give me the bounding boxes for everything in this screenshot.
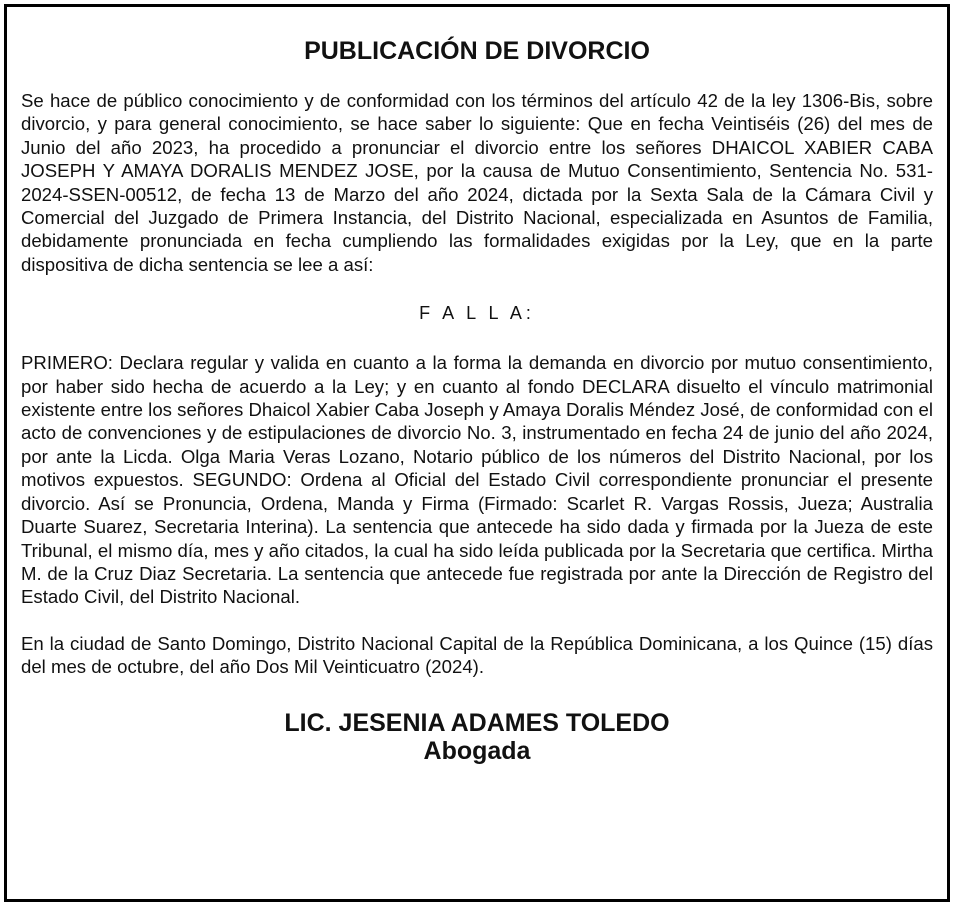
document-border — [4, 4, 950, 902]
signer-name: LIC. JESENIA ADAMES TOLEDO — [284, 708, 670, 737]
document-title: PUBLICACIÓN DE DIVORCIO — [304, 37, 650, 65]
signer-role: Abogada — [423, 736, 531, 765]
falla-heading: F A L L A: — [419, 303, 535, 324]
ruling-paragraph: PRIMERO: Declara regular y valida en cuanto a la forma la demanda en divorcio por mutuo consentimiento, por haber sido hecha de acuerdo a la Ley; y en cuanto al fondo DECLARA disuelto el vínculo matrimonial existente entre los señores Dhaicol Xabier Caba Joseph y Amaya Doralis Méndez José, de conformidad con el acto de convenciones y de estipulaciones de divorcio No. 3, instrumentado en fecha 24 de junio del año 2024, por ante la Licda. Olga Maria Veras Lozano, Notario público de los números del Distrito Nacional, por los motivos expuestos. SEGUNDO: Ordena al Oficial del Estado Civil correspondiente pronunciar el presente divorcio. Así se Pronuncia, Ordena, Manda y Firma (Firmado: Scarlet R. Vargas Rossis, Jueza; Australia Duarte Suarez, Secretaria Interina). La sentencia que antecede ha sido dada y firmada por la Jueza de este Tribunal, el mismo día, mes y año citados, la cual ha sido leída publicada por la Secretaria que certifica. Mirtha M. de la Cruz Diaz Secretaria. La sentencia que antecede fue registrada por ante la Dirección de Registro del Estado Civil, del Distrito Nacional. — [21, 352, 933, 608]
closing-paragraph: En la ciudad de Santo Domingo, Distrito Nacional Capital de la República Dominicana, a los Quince (15) días del mes de octubre, del año Dos Mil Veinticuatro (2024). — [21, 632, 933, 678]
intro-paragraph: Se hace de público conocimiento y de conformidad con los términos del artículo 42 de la ley 1306-Bis, sobre divorcio, y para general conocimiento, se hace saber lo siguiente: Que en fecha Veintiséis (26) del mes de Junio del año 2023, ha procedido a pronunciar el divorcio entre los señores DHAICOL XABIER CABA JOSEPH Y AMAYA DORALIS MENDEZ JOSE, por la causa de Mutuo Consentimiento, Sentencia No. 531-2024-SSEN-00512, de fecha 13 de Marzo del año 2024, dictada por la Sexta Sala de la Cámara Civil y Comercial del Juzgado de Primera Instancia, del Distrito Nacional, especializada en Asuntos de Familia, debidamente pronunciada en fecha cumpliendo las formalidades exigidas por la Ley, que en la parte dispositiva de dicha sentencia se lee a así: — [21, 90, 933, 275]
paragraph-spacer — [21, 609, 933, 632]
document-body — [21, 35, 933, 765]
